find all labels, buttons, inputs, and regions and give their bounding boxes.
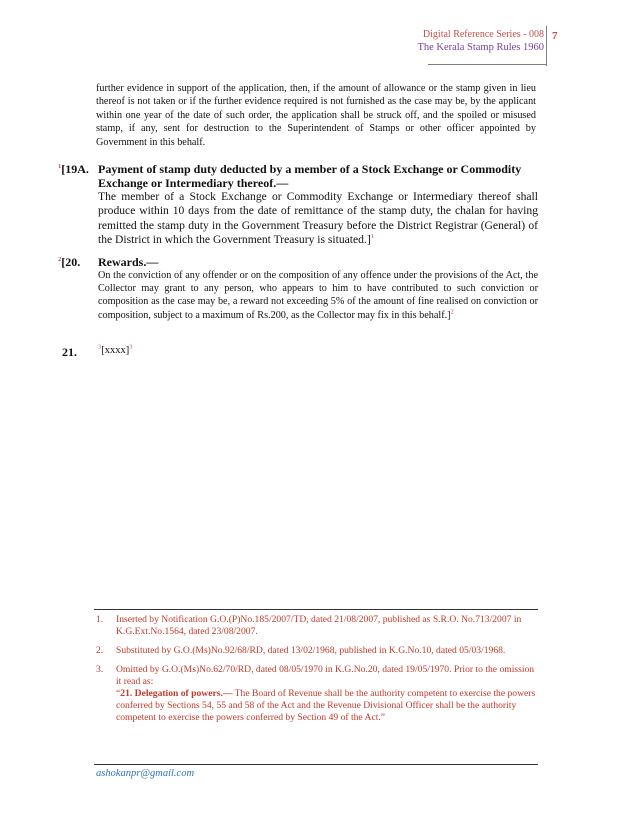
section-text bbox=[98, 345, 542, 356]
footnote-number: 2. bbox=[96, 645, 104, 656]
section-body: [xxxx] bbox=[101, 345, 130, 356]
quote-open: “ bbox=[116, 688, 121, 699]
series-label: Digital Reference Series - 008 bbox=[422, 29, 544, 40]
footer-divider bbox=[94, 764, 538, 765]
document-title: The Kerala Stamp Rules 1960 bbox=[417, 42, 544, 53]
section-number-text: [20. bbox=[61, 255, 81, 269]
header-vertical-divider bbox=[546, 26, 547, 66]
section-text bbox=[98, 190, 538, 247]
page-number: 7 bbox=[552, 30, 558, 42]
section-title: Rewards.— bbox=[98, 255, 159, 269]
footnote-text: Omitted by G.O.(Ms)No.62/70/RD, dated 08/05/1970 in K.G.No.20, dated 19/05/1970. Prior to the omission it read as: bbox=[116, 664, 535, 687]
section-text bbox=[98, 269, 538, 322]
footnote-2 bbox=[96, 645, 536, 657]
intro-paragraph: further evidence in support of the application, then, if the amount of allowance or the stamp given in lieu thereof is not taken or if the further evidence required is not furnished as the case may be, by the applicant within one year of the date of such order, the application shall be struck off, and the spoiled or misused stamp, if any, sent for destruction to the Superintendent of Stamps or other officer appointed by Government in this behalf. bbox=[96, 83, 536, 148]
amendment-marker: 3 bbox=[98, 343, 102, 351]
footnotes bbox=[96, 614, 536, 731]
section-body: On the conviction of any offender or on the composition of any offence under the provisions of the Act, the Collector may grant to any person, who appears to him to have contributed to such conviction or composition as the case may be, a reward not exceeding 5% of the amount of fine realised on conviction or composition, subject to a maximum of Rs.200, as the Collector may fix in this behalf.] bbox=[98, 270, 538, 321]
footnote-number: 3. bbox=[96, 664, 104, 675]
amendment-end-marker: 1 bbox=[370, 233, 374, 241]
footnote-text: Substituted by G.O.(Ms)No.92/68/RD, dated 13/02/1968, published in K.G.No.10, dated 05/03/1968. bbox=[116, 645, 506, 656]
section-20 bbox=[58, 255, 538, 322]
section-number bbox=[58, 255, 80, 270]
section-number: 21. bbox=[62, 345, 77, 359]
amendment-marker: 1 bbox=[58, 163, 62, 170]
omitted-rule-quote bbox=[116, 688, 536, 724]
footnote-text: Inserted by Notification G.O.(P)No.185/2007/TD, dated 21/08/2007, published as S.R.O. No.713/2007 in K.G.Ext.No.1564, dated 23/08/2007. bbox=[116, 614, 522, 637]
footnote-number: 1. bbox=[96, 614, 104, 625]
quote-text: The Board of Revenue shall be the authority competent to exercise the powers conferred by Sections 54, 55 and 58 of the Act and the Revenue Divisional Officer shall be the authority competent to exercise the powers conferred by Section 49 of the Act.” bbox=[116, 688, 536, 723]
footnote-divider bbox=[94, 609, 538, 610]
footer-email[interactable]: ashokanpr@gmail.com bbox=[96, 768, 195, 779]
section-21 bbox=[62, 343, 542, 359]
footnote-1 bbox=[96, 614, 536, 638]
amendment-end-marker: 2 bbox=[450, 308, 454, 316]
amendment-marker: 2 bbox=[58, 256, 62, 263]
section-number-text: [19A. bbox=[61, 162, 89, 176]
footnote-3 bbox=[96, 664, 536, 724]
section-19a bbox=[58, 162, 538, 247]
amendment-end-marker: 3 bbox=[129, 343, 133, 351]
section-body: The member of a Stock Exchange or Commodity Exchange or Intermediary thereof shall produce within 10 days from the date of remittance of the stamp duty, the chalan for having remitted the stamp duty in the Government Treasury before the District Registrar (General) of the District in which the Government Treasury is situated.] bbox=[98, 190, 538, 246]
header-horizontal-divider bbox=[428, 64, 547, 65]
section-number bbox=[58, 162, 89, 177]
section-title: Payment of stamp duty deducted by a member of a Stock Exchange or Commodity Exchange or Intermediary thereof.— bbox=[98, 162, 522, 190]
running-header bbox=[417, 28, 544, 54]
quote-heading: 21. Delegation of powers.— bbox=[120, 688, 233, 699]
